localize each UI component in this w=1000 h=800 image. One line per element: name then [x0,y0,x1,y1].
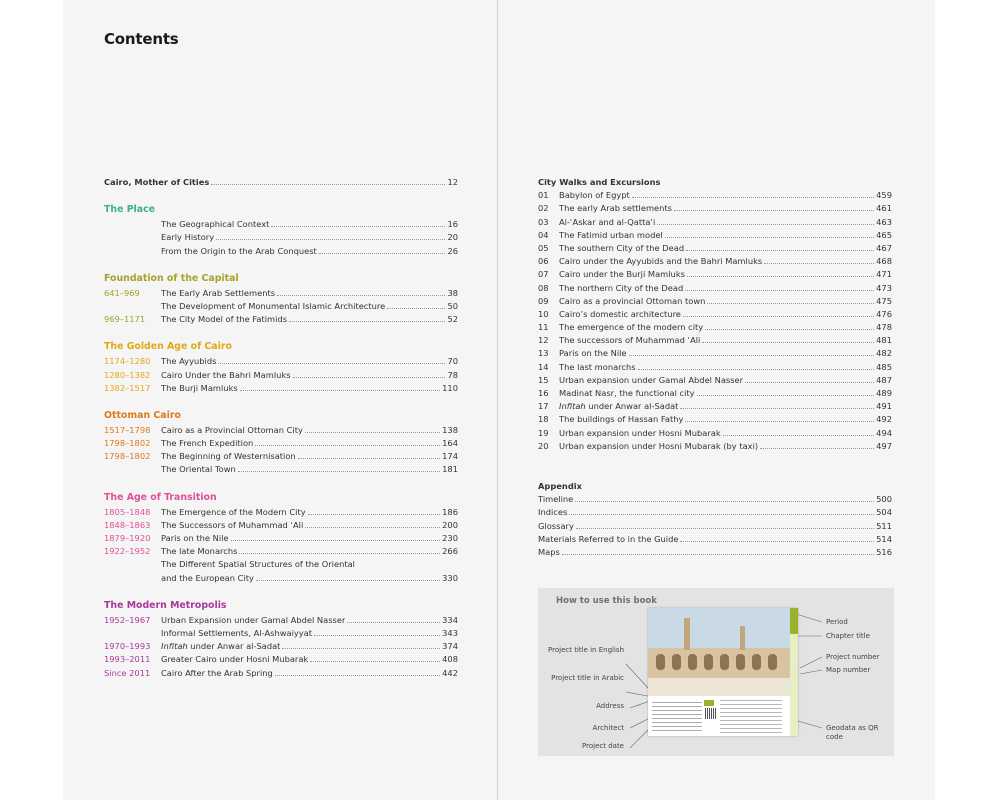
dot-leader [240,390,440,391]
walk-entry[interactable] [538,334,892,347]
toc-entry[interactable] [104,572,458,585]
dot-leader [211,184,445,185]
label-map-number: Map number [826,666,871,674]
walk-number: 06 [538,256,549,267]
toc-entry[interactable] [104,437,458,450]
walk-page: 459 [876,190,892,201]
walk-number: 17 [538,401,549,412]
toc-entry-title-italic: Infitah [161,641,188,652]
toc-entry-page: 138 [442,424,458,435]
toc-entry-title: Early History [161,232,215,243]
appendix-entry-title: Maps [538,546,560,557]
walk-entry[interactable] [538,255,892,268]
toc-entry-page: 330 [442,572,458,583]
walk-entry[interactable] [538,308,892,321]
toc-entry-page: 200 [442,519,458,530]
walk-entry[interactable] [538,413,892,426]
label-chapter-title: Chapter title [826,632,870,640]
toc-entry-page: 164 [442,438,458,449]
toc-entry[interactable] [104,231,458,244]
walk-page: 482 [876,348,892,359]
dot-leader [764,263,874,264]
walk-title: The Fatimid urban model [559,229,663,240]
walk-page: 463 [876,216,892,227]
walk-title: The northern City of the Dead [559,282,684,293]
dot-leader [231,540,441,541]
dot-leader [238,471,440,472]
walk-number: 15 [538,374,549,385]
toc-entry[interactable] [104,640,458,653]
walk-title: Urban expansion under Hosni Mubarak (by taxi) [559,440,759,451]
walk-title: Cairo’s domestic architecture [559,308,681,319]
toc-entry[interactable] [104,532,458,545]
toc-entry-title: Informal Settlements, Al-Ashwaiyyat [161,627,313,638]
walk-title: Al-ʿAskar and al-Qattaʾi [559,216,656,227]
dot-leader [239,553,440,554]
toc-entry-title: The Successors of Muhammad ʿAli [161,519,304,530]
walk-title [559,400,678,413]
toc-entry-period: 969–1171 [104,314,146,325]
walk-page: 476 [876,308,892,319]
walk-entry[interactable] [538,440,892,453]
walk-number: 02 [538,203,549,214]
toc-entry-page: 374 [442,641,458,652]
walk-page: 492 [876,414,892,425]
toc-entry-page: 50 [447,300,458,311]
toc-entry-page: 38 [447,287,458,298]
toc-entry-page: 20 [447,232,458,243]
toc-entry-page: 26 [447,245,458,256]
toc-entry-title: The French Expedition [161,438,254,449]
toc-entry-page: 334 [442,614,458,625]
toc-entry-page: 230 [442,533,458,543]
toc-entry-period: 1517–1798 [104,424,151,435]
toc-entry[interactable] [104,667,458,680]
dot-leader [308,514,441,515]
walk-title: The buildings of Hassan Fathy [559,414,684,425]
walk-title: Urban expansion under Hosni Mubarak [559,427,721,438]
toc-entry-page: 442 [442,667,458,678]
walk-entry[interactable] [538,361,892,374]
toc-section-heading: The Modern Metropolis [104,599,227,611]
walk-page: 468 [876,256,892,267]
dot-leader [685,421,874,422]
toc-entry-period: Since 2011 [104,667,151,678]
toc-entry-title: The Development of Monumental Islamic Architecture [161,300,386,311]
toc-entry-title: The late Monarchs [161,546,238,557]
dot-leader [702,342,874,343]
walk-entry[interactable] [538,321,892,334]
toc-entry-period: 1798–1802 [104,451,151,462]
toc-entry-page: 181 [442,464,458,475]
dot-leader [687,276,874,277]
toc-entry-title: The Different Spatial Structures of the Oriental [161,559,355,570]
dot-leader [683,316,874,317]
dot-leader [674,210,874,211]
toc-section-heading: The Place [104,204,156,216]
dot-leader [632,197,874,198]
toc-entry-period: 1805–1848 [104,506,151,517]
walk-entry[interactable] [538,229,892,242]
toc-entry-period: 1848–1863 [104,519,151,530]
walk-number: 14 [538,361,549,372]
toc-entry[interactable] [104,287,458,300]
walk-page: 465 [876,229,892,240]
toc-entry-period: 1970–1993 [104,641,151,652]
label-architect: Architect [592,724,624,732]
dot-leader [680,541,874,542]
walk-entry[interactable] [538,282,892,295]
toc-city-walks [538,176,892,453]
toc-entry[interactable] [104,627,458,640]
walk-number: 05 [538,242,549,253]
appendix-entry[interactable] [538,546,892,559]
dot-leader [347,622,440,623]
walk-title: Urban expansion under Gamal Abdel Nasser [559,374,744,385]
label-project-date: Project date [582,742,624,750]
dot-leader [293,377,446,378]
walk-page: 494 [876,427,892,438]
walk-page: 473 [876,282,892,293]
walk-title: Madinat Nasr, the functional city [559,388,695,398]
toc-entry-title-rest: under Anwar al-Sadat [187,641,281,652]
walk-entry[interactable] [538,268,892,281]
toc-entry[interactable] [104,245,458,258]
toc-section-heading: Foundation of the Capital [104,272,239,284]
sample-project-details [652,702,702,732]
dot-leader [575,501,874,502]
walk-entry[interactable] [538,295,892,308]
walk-entry[interactable] [538,189,892,202]
toc-entry[interactable] [104,519,458,532]
dot-leader [705,329,874,330]
toc-entry[interactable] [104,313,458,326]
toc-entry-period: 1280–1382 [104,369,151,380]
dot-leader [657,224,874,225]
walk-number: 08 [538,282,549,293]
walk-number: 18 [538,414,549,425]
label-title-arabic: Project title in Arabic [551,674,624,682]
spacer [104,395,458,408]
dot-leader [275,675,440,676]
walk-page: 489 [876,388,892,398]
how-to-use-panel [538,588,894,756]
toc-entry-period: 1798–1802 [104,438,151,449]
spacer [104,477,458,490]
walk-title: The last monarchs [559,361,636,372]
dot-leader [686,250,874,251]
dot-leader [387,308,445,309]
toc-entry-period: 1174–1280 [104,356,151,367]
toc-entry-page: 174 [442,451,458,462]
toc-section-heading: The Age of Transition [104,491,217,503]
appendix-entry-title: Indices [538,507,568,518]
label-title-english: Project title in English [548,646,624,654]
toc-entry-title: Cairo Under the Bahri Mamluks [161,369,291,380]
toc-entry[interactable] [104,424,458,437]
toc-entry-title: The Oriental Town [161,464,236,475]
walk-number: 13 [538,348,549,359]
appendix-entry[interactable] [538,533,892,546]
dot-leader [256,580,440,581]
appendix-entry-title: Materials Referred to in the Guide [538,533,679,544]
appendix-entry[interactable] [538,506,892,519]
dot-leader [218,363,445,364]
walk-page: 475 [876,295,892,306]
walk-entry[interactable] [538,374,892,387]
walks-title: City Walks and Excursions [538,177,661,187]
dot-leader [697,395,875,396]
walk-number: 03 [538,216,549,227]
toc-entry[interactable] [104,355,458,368]
walk-number: 19 [538,427,549,438]
toc-entry-title: The Geographical Context [161,219,270,230]
toc-entry-page: 110 [442,382,458,393]
walk-title-italic: Infitah [559,401,586,412]
toc-appendix [538,480,892,559]
toc-entry-period: 1922–1952 [104,546,151,557]
walk-page: 497 [876,440,892,451]
dot-leader [305,432,440,433]
dot-leader [298,458,440,459]
toc-entry-period: 1952–1967 [104,614,151,625]
appendix-entry-page: 511 [876,520,892,531]
dot-leader [271,226,445,227]
dot-leader [723,435,875,436]
walk-entry[interactable] [538,242,892,255]
appendix-entry-page: 504 [876,507,892,518]
walk-page: 491 [876,401,892,412]
walk-page: 467 [876,242,892,253]
spacer [104,585,458,598]
dot-leader [569,514,874,515]
toc-entry-period: 641–969 [104,287,140,298]
dot-leader [255,445,440,446]
dot-leader [760,448,874,449]
toc-entry-page: 266 [442,546,458,557]
walk-number: 10 [538,308,549,319]
walk-page: 487 [876,374,892,385]
toc-entry[interactable] [104,369,458,382]
label-geodata-qr: Geodata as QR code [826,724,879,741]
dot-leader [289,321,445,322]
sample-project-number [704,700,714,706]
walk-number: 04 [538,229,549,240]
toc-entry[interactable] [104,300,458,313]
walk-title-rest: under Anwar al-Sadat [585,401,679,412]
dot-leader [629,355,875,356]
walk-entry[interactable] [538,400,892,413]
walk-entry[interactable] [538,427,892,440]
toc-entry[interactable] [104,463,458,476]
label-project-number: Project number [826,653,880,661]
sample-page-thumbnail [648,608,798,736]
walk-page: 461 [876,203,892,214]
walk-number: 01 [538,190,549,201]
toc-entry[interactable] [104,506,458,519]
label-address: Address [596,702,624,710]
appendix-entry-title: Timeline [538,494,574,505]
dot-leader [562,554,874,555]
toc-entry-title: Greater Cairo under Hosni Mubarak [161,654,309,665]
toc-entry-page: 70 [447,356,458,367]
walk-number: 20 [538,440,549,451]
walk-page: 485 [876,361,892,372]
toc-entry-title [161,640,280,653]
walk-title: Cairo under the Burji Mamluks [559,269,685,280]
toc-intro-row[interactable] [104,176,458,189]
toc-entry-title: From the Origin to the Arab Conquest [161,245,317,256]
toc-entry-period: 1879–1920 [104,533,151,543]
toc-entry-title: The Burji Mamluks [161,382,238,393]
walk-page: 471 [876,269,892,280]
toc-entry-title: The Ayyubids [161,356,217,367]
walk-number: 07 [538,269,549,280]
walk-number: 09 [538,295,549,306]
dot-leader [310,661,440,662]
toc-entry-title: The Early Arab Settlements [161,287,276,298]
dot-leader [665,237,874,238]
appendix-entry-page: 516 [876,546,892,557]
dot-leader [277,295,445,296]
appendix-title: Appendix [538,481,582,491]
appendix-list [538,493,892,559]
toc-entry[interactable] [104,614,458,627]
walk-title: The emergence of the modern city [559,322,704,333]
walk-number: 16 [538,388,549,398]
walk-title: Cairo as a provincial Ottoman town [559,295,706,306]
walk-title: Cairo under the Ayyubids and the Bahri Mamluks [559,256,763,267]
walk-title: The southern City of the Dead [559,242,685,253]
toc-entry-page: 186 [442,506,458,517]
dot-leader [638,369,875,370]
toc-entry-title: Cairo as a Provincial Ottoman City [161,424,303,435]
toc-entry-period: 1382–1517 [104,382,151,393]
appendix-entry[interactable] [538,520,892,533]
toc-main [104,176,458,680]
spacer [104,189,458,202]
appendix-entry-page: 514 [876,533,892,544]
toc-section-heading: Ottoman Cairo [104,409,181,421]
spacer [104,258,458,271]
sample-qr-code [705,708,716,719]
dot-leader [685,290,874,291]
how-to-use-title: How to use this book [556,596,657,606]
appendix-heading [538,480,892,493]
dot-leader [745,382,874,383]
spacer [104,326,458,339]
toc-entry-title: and the European City [161,572,254,583]
toc-entry-title: The Beginning of Westernisation [161,451,296,462]
toc-entry[interactable] [104,218,458,231]
walk-title: Paris on the Nile [559,348,627,359]
walk-title: The early Arab settlements [559,203,672,214]
toc-entry-page: 16 [447,219,458,230]
dot-leader [314,635,440,636]
dot-leader [707,303,874,304]
walk-title: Babylon of Egypt [559,190,630,201]
appendix-entry-page: 500 [876,494,892,505]
toc-entry-title: Urban Expansion under Gamal Abdel Nasser [161,614,346,625]
toc-intro-title: Cairo, Mother of Cities [104,177,210,187]
label-period: Period [826,618,848,626]
toc-entry[interactable] [104,653,458,666]
dot-leader [282,648,440,649]
appendix-entry-title: Glossary [538,520,574,531]
toc-entry-page: 78 [447,369,458,380]
toc-entry-title: The City Model of the Fatimids [161,314,288,325]
walk-entry[interactable] [538,216,892,229]
toc-entry[interactable] [104,450,458,463]
appendix-entry[interactable] [538,493,892,506]
walks-list [538,189,892,453]
dot-leader [319,253,446,254]
toc-entry-page: 343 [442,627,458,638]
sample-period-tab [790,608,798,634]
toc-entry[interactable] [104,382,458,395]
toc-intro-page: 12 [447,177,458,187]
dot-leader [680,408,874,409]
walk-entry[interactable] [538,387,892,400]
toc-entry-page: 52 [447,314,458,325]
walk-page: 478 [876,322,892,333]
mosque-photo [648,608,790,696]
toc-sections [104,202,458,680]
toc-section-heading: The Golden Age of Cairo [104,341,232,353]
dot-leader [576,528,874,529]
toc-entry-title: Paris on the Nile [161,533,229,543]
walk-entry[interactable] [538,347,892,360]
toc-entry-page: 408 [442,654,458,665]
dot-leader [305,527,440,528]
toc-entry-title: The Emergence of the Modern City [161,506,306,517]
toc-entry-period: 1993–2011 [104,654,151,665]
toc-entry[interactable] [104,545,458,558]
walk-page: 481 [876,335,892,346]
toc-entry[interactable] [104,558,458,571]
dot-leader [216,239,445,240]
walks-heading [538,176,892,189]
sample-body-text [720,700,782,734]
toc-entry-title: Cairo After the Arab Spring [161,667,273,678]
page-title: Contents [104,30,179,48]
walk-number: 11 [538,322,549,333]
walk-title: The successors of Muhammad ʿAli [559,335,701,346]
walk-entry[interactable] [538,202,892,215]
walk-number: 12 [538,335,549,346]
